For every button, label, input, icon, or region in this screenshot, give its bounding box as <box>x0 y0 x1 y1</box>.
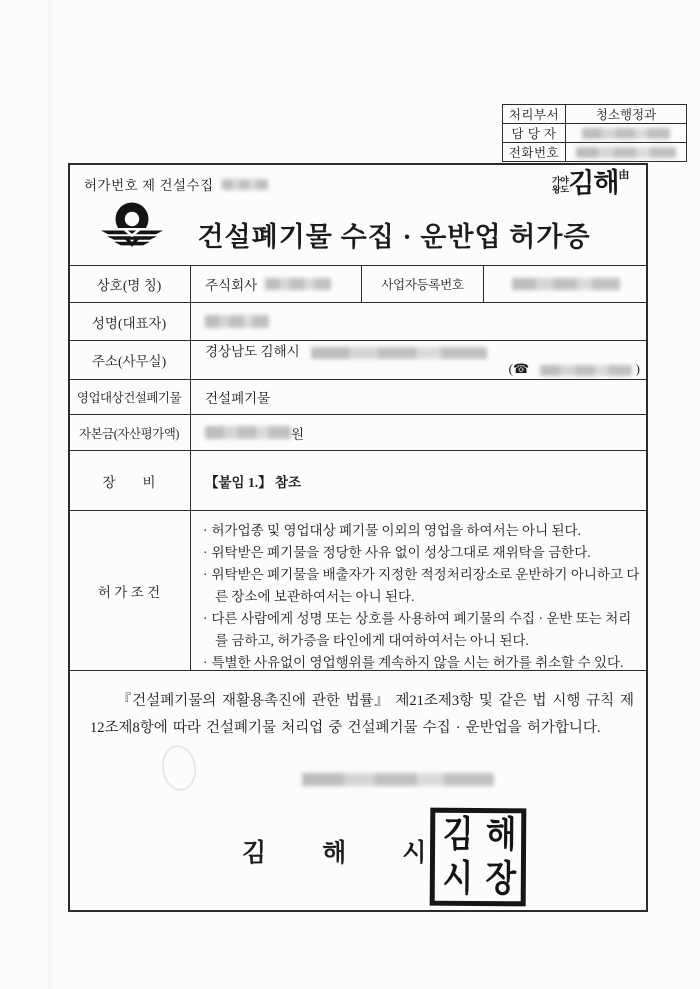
table-row-waste-type <box>68 380 648 415</box>
redacted-address <box>311 347 487 359</box>
scan-streak-artifact <box>48 0 52 989</box>
brand-stamp-main-text: 김해 <box>568 167 619 200</box>
seal-character: 해 <box>485 813 515 856</box>
equipment-value: 【붙임 1.】 참조 <box>205 474 302 490</box>
seal-character: 김 <box>442 812 472 856</box>
address-label: 주소(사무실) <box>68 341 191 379</box>
redacted-capital-amount <box>205 426 291 439</box>
contact-phone-value <box>566 143 687 161</box>
conditions-list <box>191 511 648 670</box>
permit-number-line <box>84 174 268 194</box>
condition-item: · 위탁받은 폐기물을 정당한 사유 없이 성상그대로 재위탁을 금한다. <box>203 545 591 560</box>
contact-person-value <box>566 124 687 142</box>
table-row-capital <box>68 415 648 451</box>
table-row-equipment <box>68 451 648 511</box>
address-value <box>191 341 648 379</box>
condition-item: · 위탁받은 폐기물을 배출자가 지정한 적정처리장소로 운반하기 아니하고 다른 장소에 보관하여서는 아니 된다. <box>203 567 640 604</box>
brand-stamp-mark: 由 <box>618 168 630 182</box>
redacted-business-number <box>512 278 620 290</box>
waste-type-label: 영업대상건설폐기물 <box>68 380 191 414</box>
contact-phone-label: 전화번호 <box>502 143 566 161</box>
issuer-name: 김 해 시 <box>242 840 429 867</box>
ceo-label: 성명(대표자) <box>68 303 191 340</box>
address-line2: (☎ ) <box>508 361 640 376</box>
business-number-label: 사업자등록번호 <box>361 266 484 302</box>
document-title: 건설폐기물 수집 · 운반업 허가증 <box>197 222 591 252</box>
table-row-ceo <box>68 303 648 341</box>
official-seal <box>430 808 527 907</box>
redacted-company-name <box>265 278 331 290</box>
contact-person-label: 담 당 자 <box>502 124 566 142</box>
conditions-label: 허 가 조 건 <box>68 511 191 670</box>
table-row-address <box>68 341 648 380</box>
brand-stamp-small-text: 가야 왕도 <box>551 176 569 196</box>
redacted-contact-person <box>582 128 670 139</box>
table-row-company <box>68 266 648 303</box>
table-row <box>502 124 687 143</box>
table-row <box>502 143 687 162</box>
permit-number-text: 허가번호 제 건설수집 <box>84 178 214 193</box>
company-label: 상호(명 칭) <box>68 266 191 302</box>
seal-character: 시 <box>441 856 471 900</box>
contact-info-table <box>502 104 687 162</box>
contact-dept-label: 처리부서 <box>502 105 566 123</box>
condition-item: · 허가업종 및 영업대상 폐기물 이외의 영업을 하여서는 아니 된다. <box>203 523 581 538</box>
contact-dept-value: 청소행정과 <box>566 105 687 123</box>
redacted-contact-phone <box>576 147 676 158</box>
certificate-border <box>68 163 648 912</box>
redacted-issue-date <box>302 773 494 786</box>
redacted-permit-number <box>222 179 268 190</box>
company-value: 주식회사 <box>191 266 361 302</box>
faint-oval-stamp <box>159 743 199 793</box>
condition-item: · 다른 사람에게 성명 또는 상호를 사용하여 폐기물의 수집 · 운반 또는 처리를 금하고, 허가증을 타인에게 대여하여서는 아니 된다. <box>203 611 632 648</box>
redacted-ceo-name <box>205 315 269 328</box>
waste-type-value: 건설폐기물 <box>205 391 271 406</box>
legal-basis-paragraph: 『건설폐기물의 재활용촉진에 관한 법률』 제21조제3항 및 같은 법 시행 규칙 제12조제8항에 따라 건설폐기물 처리업 중 건설폐기물 수집 · 운반업을 허가합니다. <box>90 693 634 736</box>
seal-character: 장 <box>484 857 514 900</box>
equipment-label: 장 비 <box>68 451 191 510</box>
permit-info-table <box>68 265 648 671</box>
table-row-conditions <box>68 511 648 671</box>
capital-value: 원 <box>191 415 648 450</box>
gimhae-brand-stamp <box>552 168 630 199</box>
capital-label: 자본금(자산평가액) <box>68 415 191 450</box>
ceo-value <box>191 303 648 340</box>
redacted-office-phone <box>540 365 632 376</box>
condition-item: · 특별한 사유없이 영업행위를 계속하지 않을 시는 허가를 취소할 수 있다. <box>203 655 624 670</box>
table-row <box>502 105 687 124</box>
address-line1: 경상남도 김해시 <box>205 343 640 360</box>
business-number-value <box>484 266 648 302</box>
